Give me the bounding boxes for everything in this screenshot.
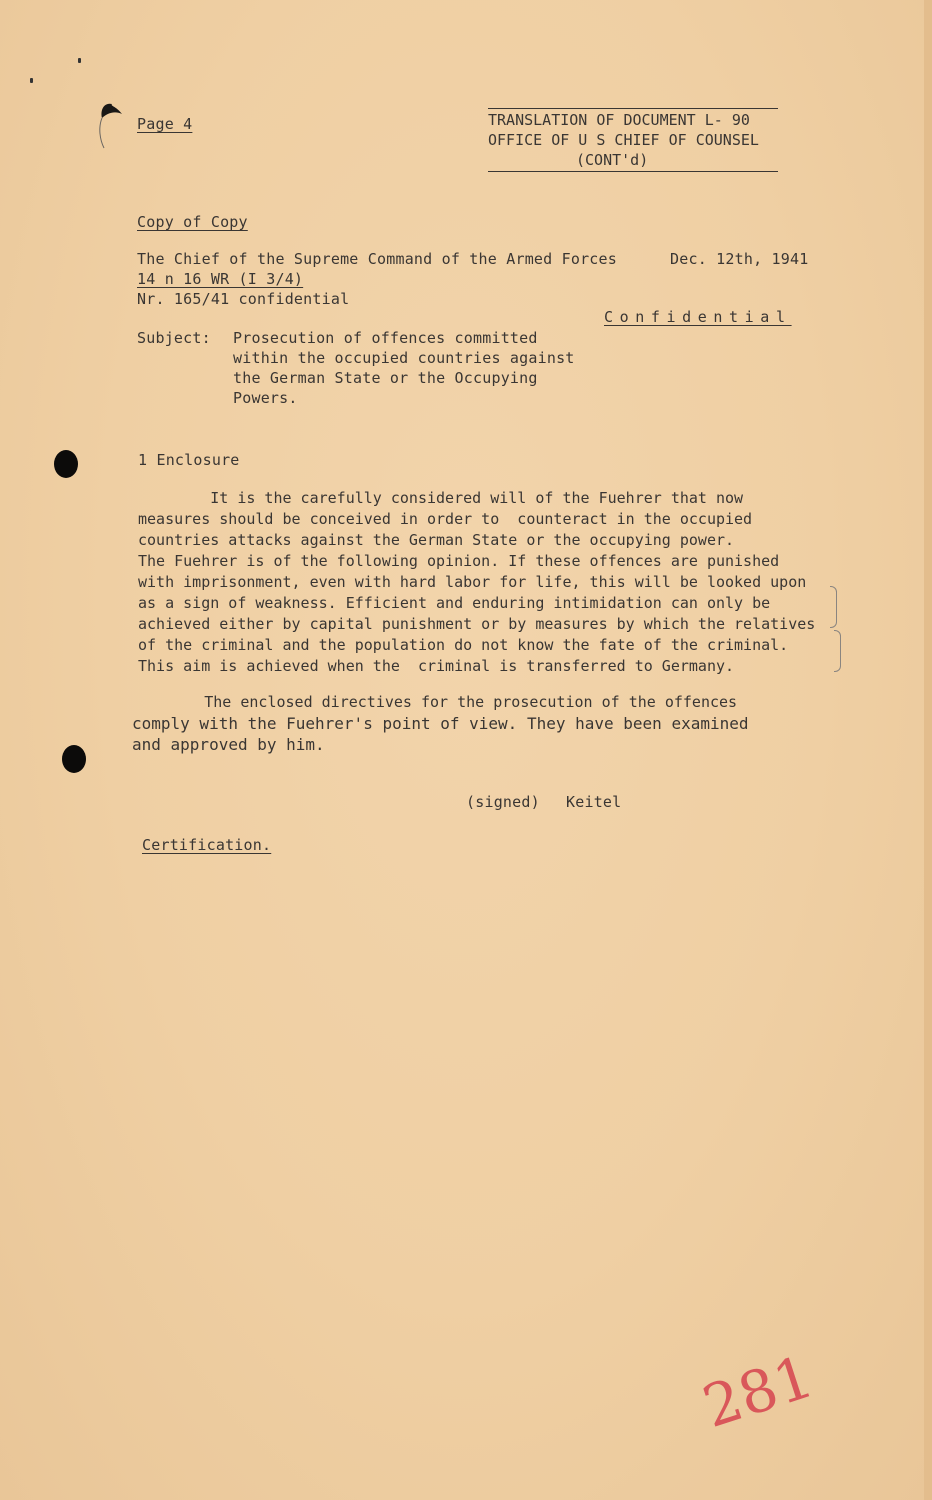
paragraph-1-line: This aim is achieved when the criminal is transferred to Germany.: [138, 657, 735, 675]
paragraph-1-line: countries attacks against the German State or the occupying power.: [138, 531, 735, 549]
paragraph-1-line: as a sign of weakness. Efficient and enduring intimidation can only be: [138, 594, 771, 612]
handwritten-page-number: [688, 1340, 822, 1442]
punch-hole-bottom: [62, 745, 86, 773]
punch-hole-top: [54, 450, 78, 478]
signature-name: Keitel: [566, 793, 622, 811]
page-label: Page 4: [137, 115, 193, 133]
classification-label: Confidential: [604, 308, 792, 326]
subject-line-1: Prosecution of offences committed: [233, 329, 538, 347]
corner-scribble-icon: [92, 98, 132, 154]
document-date: Dec. 12th, 1941: [670, 250, 809, 268]
subject-line-3: the German State or the Occupying: [233, 369, 538, 387]
reference-line-1: 14 n 16 WR (I 3/4): [137, 270, 304, 288]
paragraph-2-line: and approved by him.: [132, 735, 325, 754]
signature-label: (signed): [466, 793, 540, 811]
header-line-2: OFFICE OF U S CHIEF OF COUNSEL: [488, 131, 759, 149]
sender-line: The Chief of the Supreme Command of the Armed Forces: [137, 250, 617, 268]
reference-line-2: Nr. 165/41 confidential: [137, 290, 350, 308]
paragraph-1-line: measures should be conceived in order to counteract in the occupied: [138, 510, 753, 528]
paragraph-2-line: The enclosed directives for the prosecution of the offences: [132, 693, 738, 711]
paragraph-1: [138, 488, 815, 677]
paragraph-1-line: achieved either by capital punishment or by measures by which the relatives: [138, 615, 816, 633]
document-header: [488, 108, 778, 172]
header-line-1: TRANSLATION OF DOCUMENT L- 90: [488, 111, 750, 129]
subject-line-4: Powers.: [233, 389, 298, 407]
subject-line-2: within the occupied countries against: [233, 349, 575, 367]
paper-speck: [78, 58, 81, 63]
certification-label: Certification.: [142, 836, 272, 854]
margin-bracket: [830, 586, 837, 628]
header-line-3: (CONT'd): [576, 151, 649, 169]
paragraph-1-line: It is the carefully considered will of the Fuehrer that now: [138, 489, 744, 507]
paragraph-1-line: of the criminal and the population do not know the fate of the criminal.: [138, 636, 789, 654]
enclosure-line: 1 Enclosure: [138, 451, 240, 469]
handwritten-number-text: 281: [694, 1342, 822, 1442]
margin-bracket: [834, 630, 841, 672]
subject-label: Subject:: [137, 329, 211, 347]
paragraph-2-line: comply with the Fuehrer's point of view. They have been examined: [132, 714, 749, 733]
copy-label: Copy of Copy: [137, 213, 248, 231]
paper-speck: [30, 78, 33, 83]
paper-edge: [924, 0, 932, 1500]
paragraph-2: [132, 692, 749, 755]
paragraph-1-line: The Fuehrer is of the following opinion. If these offences are punished: [138, 552, 780, 570]
paragraph-1-line: with imprisonment, even with hard labor for life, this will be looked upon: [138, 573, 807, 591]
